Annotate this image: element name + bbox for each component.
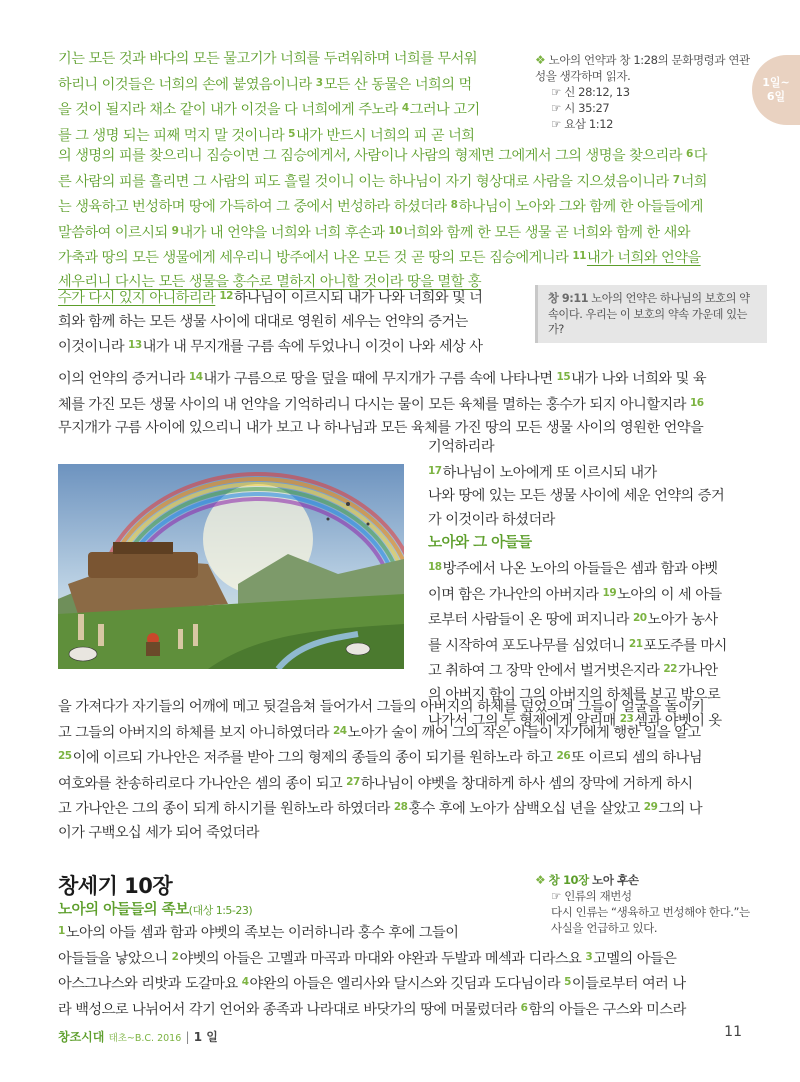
- era-label: 창조시대: [58, 1030, 105, 1044]
- callout-ref: 창 9:11: [548, 292, 589, 305]
- side-note-ref: ☞ 시 35:27: [551, 101, 610, 115]
- section-subhead: 노아와 그 아들들: [428, 535, 532, 552]
- page-number: 11: [724, 1024, 742, 1040]
- genesis9-mid-text: 수가 다시 있지 아니하리라 $^{12}$하나님이 이르시되 내가 나와 너희와 및 너 희와 함께 하는 모든 생물 사이에 대대로 영원히 세우는 언약의 증거는 이것이니라 $^{13}$내가 내 무지개를 구름 속에 두었나니 이것이 나와 세상 사: [58, 290, 483, 356]
- side-note-top-text: 노아의 언약과 창 1:28의 문화명령과 연관성을 생각하며 읽자.: [535, 53, 750, 83]
- pointing-hand-icon: ☞: [551, 101, 561, 115]
- genesis9-bottom-text: 을 가져다가 자기들의 어깨에 메고 뒷걸음쳐 들어가서 그들의 아버지의 하체를 덮었으며 그들이 얼굴을 돌이키 고 그들의 아버지의 하체를 보지 아니하였더라 $^{24}$노아가 술이 깨어 그의 작은 아들이 자기에게 행한 일을 알고 $^{25}$이에 이르되 가나안은 저주를 받아 그의 형제의 종들의 종이 되기를 원하노라 하고 $^{26}$또 이르되 셈의 하나님 여호와를 찬송하리로다 가나안은 셈의 종이 되고 $^{27}$하나님이 야벳을 창대하게 하사 셈의 장막에 거하게 하시 고 가나안은 그의 종이 되게 하시기를 원하노라 하였더라 $^{28}$홍수 후에 노아가 삼백오십 년을 살았고 $^{29}$그의 나 이가 구백오십 세가 되어 죽었더라: [58, 699, 705, 841]
- day-range-start: 1일~: [762, 76, 790, 89]
- genesis9-right-column: 기억하리라 $^{17}$하나님이 노아에게 또 이르시되 내가 나와 땅에 있는 모든 생물 사이에 세운 언약의 증거 가 이것이라 하셨더라 노아와 그 아들들 $^{18}$방주에서 나온 노아의 아들들은 셈과 함과 야벳 이며 함은 가나안의 아버지라 $^{19}$노아의 이 세 아들 로부터 사람들이 온 땅에 퍼지니라 $^{20}$노아가 농사 를 시작하여 포도나무를 심었더니 $^{21}$포도주를 마시 고 취하여 그 장막 안에서 벌거벗은지라 $^{22}$가나안 의 아버지 함이 그의 아버지의 하체를 보고 밖으로 나가서 그의 두 형제에게 알리매 $^{23}$셈과 야벳이 옷: [428, 436, 750, 733]
- day-range-tab: [752, 55, 800, 125]
- side-note-top: [535, 52, 755, 132]
- pointing-hand-icon: ☞: [551, 889, 561, 903]
- callout-box: [535, 285, 767, 343]
- day-range-end: 6일: [766, 90, 786, 103]
- footer-separator: |: [185, 1030, 190, 1044]
- diamond-bullet-icon: ❖: [535, 53, 546, 67]
- page-footer: [58, 1028, 218, 1045]
- side-note-ref: ☞ 요삼 1:12: [551, 117, 614, 131]
- chapter-title: 창세기 10장: [58, 874, 173, 898]
- genesis9-wide-text-2: 이의 언약의 증거니라 $^{14}$내가 구름으로 땅을 덮을 때에 무지개가 구름 속에 나타나면 $^{15}$내가 나와 너희와 및 육 체를 가진 모든 생물 사이의 내 언약을 기억하리니 다시는 물이 모든 육체를 멸하는 홍수가 되지 아니할지라 $^{16}$ 무지개가 구름 사이에 있으리니 내가 보고 나 하나님과 모든 육체를 가진 땅의 모든 생물 사이의 영원한 언약을: [58, 371, 707, 437]
- pointing-hand-icon: ☞: [551, 117, 561, 131]
- side-note-ref: ☞ 신 28:12, 13: [551, 85, 630, 99]
- genesis9-top-text: 기는 모든 것과 바다의 모든 물고기가 너희를 두려워하며 너희를 무서워 하리니 이것들은 너희의 손에 붙였음이니라 $^3$모든 산 동물은 너희의 먹 을 것이 될지라 채소 같이 내가 이것을 다 너희에게 주노라 $^4$그러나 고기 를 그 생명 되는 피째 먹지 말 것이니라 $^5$내가 반드시 너희의 피 곧 너희: [58, 51, 480, 144]
- diamond-bullet-icon: ❖: [535, 873, 546, 887]
- genesis10-text: $^1$노아의 아들 셈과 함과 야벳의 족보는 이러하니라 홍수 후에 그들이 아들들을 낳았으니 $^2$야벳의 아들은 고멜과 마곡과 마대와 야완과 두발과 메섹과 디라스요 $^3$고멜의 아들은 아스그나스와 리밧과 도갈마요 $^4$야완의 아들은 엘리사와 달시스와 깃딤과 도다님이라 $^5$이들로부터 여러 나 라 백성으로 나뉘어서 각기 언어와 종족과 나라대로 바닷가의 땅에 머물렀더라 $^6$함의 아들은 구스와 미스라: [58, 925, 686, 1018]
- footer-day: 1 일: [193, 1030, 218, 1044]
- pointing-hand-icon: ☞: [551, 85, 561, 99]
- chapter-subhead: 노아의 아들들의 족보(대상 1:5-23): [58, 902, 253, 918]
- era-range: 태초~B.C. 2016: [108, 1033, 182, 1044]
- noah-ark-rainbow-illustration: [58, 464, 404, 669]
- side-note-bottom: ❖ 창 10장 노아 후손 ☞ 인류의 재번성 다시 인류는 “생육하고 번성해야 한다.”는 사실을 언급하고 있다.: [535, 873, 750, 935]
- genesis9-wide-text: 의 생명의 피를 찾으리니 짐승이면 그 짐승에게서, 사람이나 사람의 형제면 그에게서 그의 생명을 찾으리라 $^6$다 른 사람의 피를 흘리면 그 사람의 피도 흘릴 것이니 이는 하나님이 자기 형상대로 사람을 지으셨음이니라 $^7$너희 는 생육하고 번성하며 땅에 가득하여 그 중에서 번성하라 하셨더라 $^8$하나님이 노아와 그와 함께 한 아들들에게 말씀하여 이르시되 $^9$내가 내 언약을 너희와 너희 후손과 $^{10}$너희와 함께 한 모든 생물 곧 너희와 함께 한 새와 가축과 땅의 모든 생물에게 세우리니 방주에서 나온 모든 것 곧 땅의 모든 짐승에게니라 $^{11}$내가 너희와 언약을 세우리니 다시는 모든 생물을 홍수로 멸하지 아니할 것이라 땅을 멸할 홍: [58, 148, 708, 290]
- callout-text: 노아의 언약은 하나님의 보호의 약속이다. 우리는 이 보호의 약속 가운데 있는가?: [548, 292, 750, 336]
